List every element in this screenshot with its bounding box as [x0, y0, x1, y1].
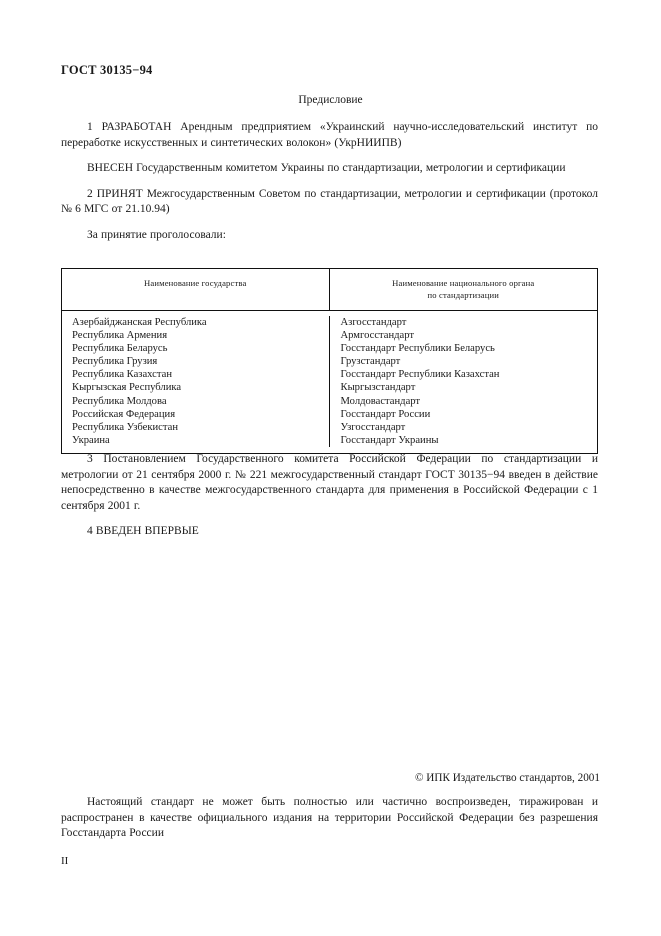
- preface-item-1: 1 РАЗРАБОТАН Арендным предприятием «Украинский научно-исследовательский институт по переработке искусственных и синтетических волокон» (УкрНИИПВ): [61, 121, 598, 149]
- table-row: Кыргызская Республика: [72, 382, 182, 394]
- preface-submitted-by: ВНЕСЕН Государственным комитетом Украины по стандартизации, метрологии и сертификации: [87, 162, 566, 175]
- table-row: Республика Казахстан: [72, 369, 173, 381]
- table-row: Молдовастандарт: [340, 395, 421, 407]
- table-row: Госстандарт Республики Беларусь: [340, 343, 495, 355]
- votes-table: [61, 268, 598, 454]
- table-row: Госстандарт Украины: [340, 434, 439, 446]
- table-row: Республика Молдова: [72, 395, 167, 407]
- table-row: Украина: [72, 434, 110, 446]
- standard-number-header: ГОСТ 30135−94: [61, 63, 153, 77]
- reproduction-notice: Настоящий стандарт не может быть полностью или частично воспроизведен, тиражирован и распространен в качестве официального издания на территории Российской Федерации без разрешения Госстандарта России: [61, 796, 598, 840]
- preface-upper-block: [61, 120, 598, 252]
- votes-table-header-body: [330, 269, 598, 310]
- votes-table-body-column: [330, 316, 598, 447]
- table-row: Республика Узбекистан: [72, 421, 179, 433]
- table-row: Узгосстандарт: [340, 421, 406, 433]
- vote-intro-text: За принятие проголосовали:: [87, 228, 226, 241]
- table-row: Госстандарт Республики Казахстан: [340, 369, 500, 381]
- table-row: Грузстандарт: [340, 356, 401, 368]
- table-row: Республика Армения: [72, 330, 168, 342]
- preface-lower-block: [61, 452, 598, 550]
- votes-table-body: [62, 311, 597, 453]
- table-row: Армгосстандарт: [340, 330, 415, 342]
- votes-table-header-body-line1: Наименование национального органа: [392, 278, 535, 288]
- copyright-line: © ИПК Издательство стандартов, 2001: [414, 772, 600, 784]
- votes-table-header-row: [62, 269, 597, 311]
- page-number: II: [61, 855, 69, 867]
- table-row: Российская Федерация: [72, 408, 176, 420]
- preface-item-3: 3 Постановлением Государственного комитета Российской Федерации по стандартизации и метрологии от 21 сентября 2000 г. № 221 межгосударственный стандарт ГОСТ 30135−94 введен в действие непосредственно в качестве межгосударственного стандарта для применения в Российской Федерации с 1 сентября 2001 г.: [61, 453, 598, 512]
- preface-item-4: 4 ВВЕДЕН ВПЕРВЫЕ: [87, 525, 199, 538]
- preface-item-2: 2 ПРИНЯТ Межгосударственным Советом по стандартизации, метрологии и сертификации (протокол № 6 МГС от 21.10.94): [61, 187, 598, 216]
- footer-notice-block: [61, 795, 598, 852]
- page-title: Предисловие: [298, 94, 363, 106]
- table-row: Республика Беларусь: [72, 343, 168, 355]
- votes-table-header-body-line2: по стандартизации: [427, 289, 499, 300]
- votes-table-country-column: [62, 316, 330, 447]
- votes-table-header-country: Наименование государства: [62, 269, 330, 310]
- table-row: Госстандарт России: [340, 408, 431, 420]
- table-row: Азербайджанская Республика: [72, 317, 207, 328]
- table-row: Республика Грузия: [72, 356, 158, 368]
- table-row: Кыргызстандарт: [340, 382, 416, 394]
- table-row: Азгосстандарт: [340, 317, 407, 328]
